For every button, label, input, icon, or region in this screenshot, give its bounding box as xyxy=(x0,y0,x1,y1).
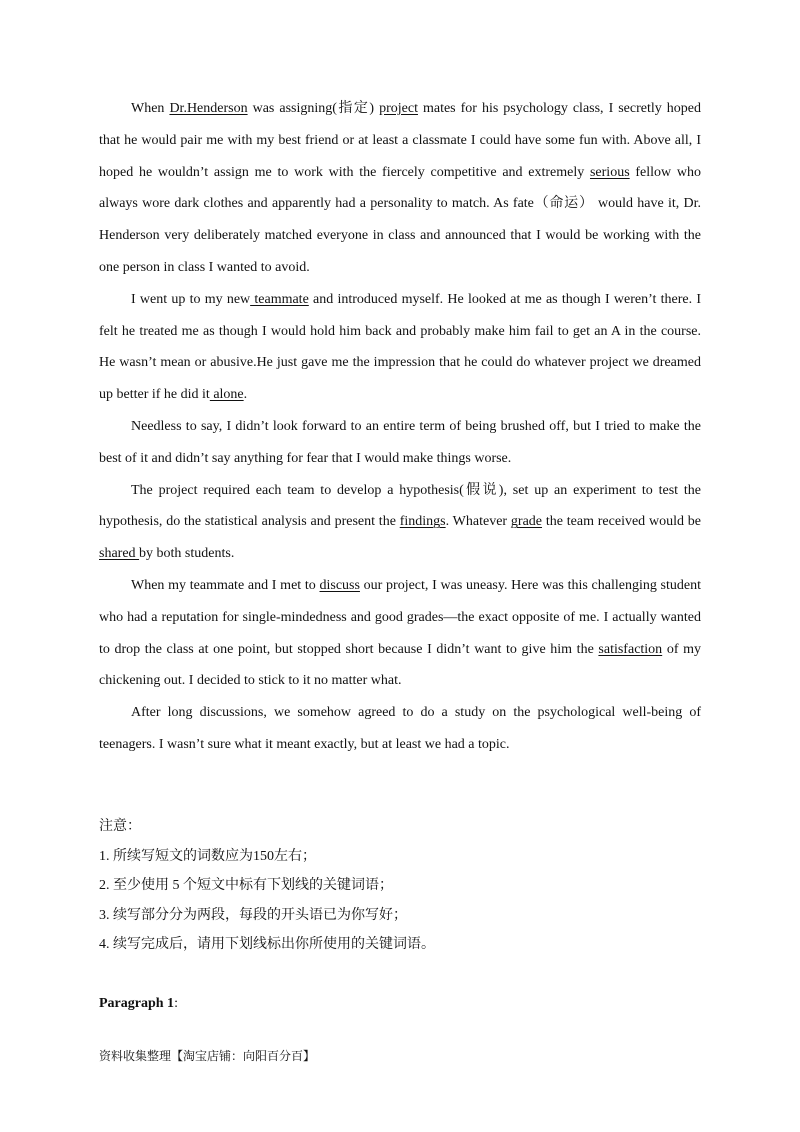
underlined-keyword: project xyxy=(379,101,418,116)
passage-paragraph-1 xyxy=(99,93,701,284)
text-run: our project, I was uneasy. Here was this challenging student who had a reputation for single-mindedness and good grades—the exact opposite of me. I actually wanted to drop the class at one point, but stopped short because I didn’t want to give him the xyxy=(99,577,701,657)
underlined-keyword: discuss xyxy=(319,577,360,593)
underlined-keyword: shared xyxy=(99,546,140,562)
text-run: the team received would be xyxy=(542,514,702,530)
text-run: and introduced myself. He looked at me as though I weren’t there. I felt he treated me as though I would hold him back and probably make him fail to get an A in the course. He wasn’t mean or abusive.He just gave me the impression that he could do whatever project we dreamed up better if he did it xyxy=(99,291,701,403)
text-run: When xyxy=(131,101,170,116)
instructions-title: 注意： xyxy=(99,819,141,834)
underlined-keyword: satisfaction xyxy=(598,641,663,657)
passage-paragraph-3 xyxy=(99,411,701,475)
underlined-keyword: grade xyxy=(510,514,543,530)
text-run: . xyxy=(243,387,248,403)
heading-label: Paragraph 1 xyxy=(99,996,175,1011)
underlined-keyword: Dr.Henderson xyxy=(169,101,248,116)
text-run: When my teammate and I met to xyxy=(131,577,320,593)
passage-paragraph-5 xyxy=(99,570,701,697)
instruction-item: 3. 续写部分分为两段，每段的开头语已为你写好； xyxy=(99,907,407,923)
underlined-keyword: findings xyxy=(399,514,446,530)
text-run: After long discussions, we somehow agreed to do a study on the psychological well-being of teenagers. I wasn’t sure what it meant exactly, but at least we had a topic. xyxy=(99,705,701,752)
text-run: of my chickening out. I decided to stick to it no matter what. xyxy=(99,641,701,689)
text-run: was assigning(指定) xyxy=(247,101,380,116)
passage-paragraph-2 xyxy=(99,284,701,411)
instruction-item: 1. 所续写短文的词数应为150左右； xyxy=(99,848,316,864)
passage-paragraph-4 xyxy=(99,475,701,570)
text-run: fellow who always wore dark clothes and apparently had a personality to match. As fate（命运） would have it, Dr. Henderson very deliberately matched everyone in class and announced that I would be working with the one person in class I wanted to avoid. xyxy=(99,164,701,275)
heading-colon: : xyxy=(174,996,178,1011)
underlined-keyword: serious xyxy=(589,164,630,180)
text-run: The project required each team to develop a hypothesis(假说), set up an experiment to test the hypothesis, do the statistical analysis and present the xyxy=(99,482,701,530)
page-footer: 资料收集整理【淘宝店铺：向阳百分百】 xyxy=(99,1049,316,1063)
text-run: Needless to say, I didn’t look forward to an entire term of being brushed off, but I tried to make the best of it and didn’t say anything for fear that I would make things worse. xyxy=(99,418,701,466)
passage-paragraph-6 xyxy=(99,697,701,761)
text-run: . Whatever xyxy=(445,514,511,530)
underlined-keyword: teammate xyxy=(250,291,309,307)
instructions-list xyxy=(99,812,701,960)
instruction-item: 4. 续写完成后，请用下划线标出你所使用的关键词语。 xyxy=(99,937,435,952)
text-run: I went up to my new xyxy=(131,291,251,307)
underlined-keyword: alone xyxy=(209,387,244,403)
text-run: by both students. xyxy=(139,546,235,562)
story-passage xyxy=(99,93,701,761)
instruction-item: 2. 至少使用 5 个短文中标有下划线的关键词语； xyxy=(99,878,393,893)
text-run: mates for his psychology class, I secretly hoped that he would pair me with my best friend or at least a classmate I could have some fun with. Above all, I hoped he wouldn’t assign me to work with the fiercely competitive and extremely xyxy=(99,101,701,180)
paragraph-1-heading xyxy=(99,996,178,1012)
